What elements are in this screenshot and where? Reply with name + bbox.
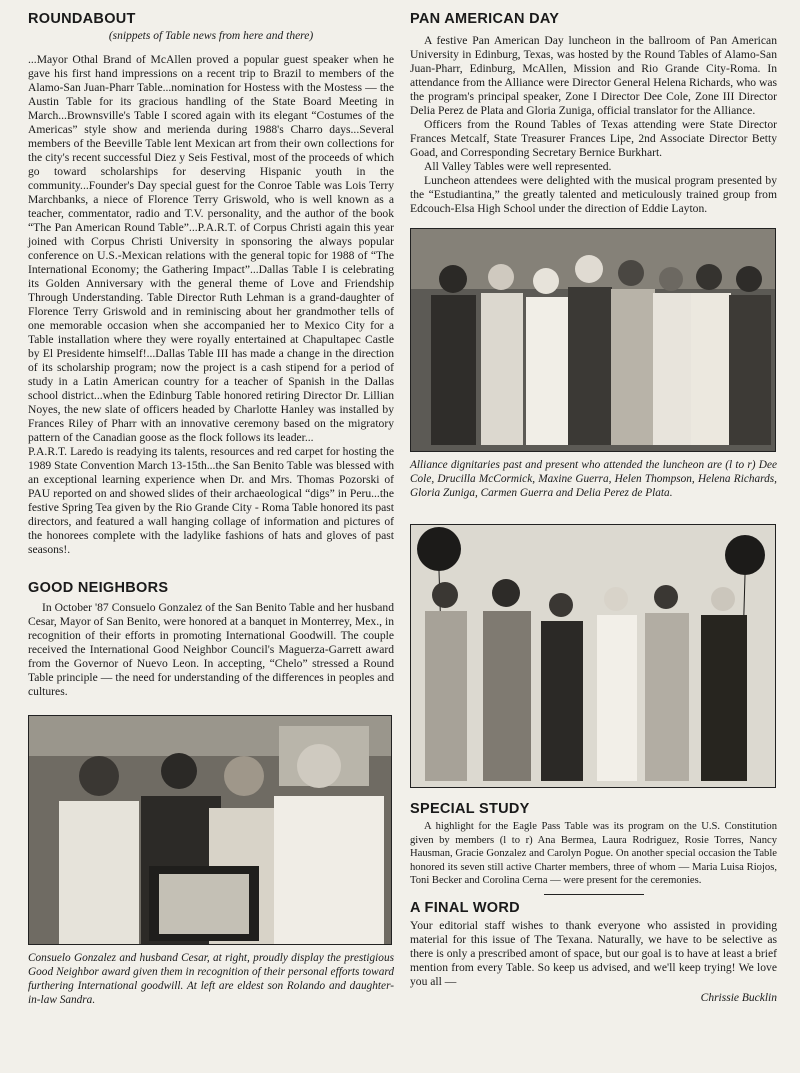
pan-american-paragraph-2: Officers from the Round Tables of Texas attending were State Director Frances Metcalf, State Treasurer Frances Lipe, 2nd Associate Director Betty Goad, and Corresponding Secretary Bernice Burkhart.: [410, 118, 777, 159]
final-word-heading: A FINAL WORD: [410, 899, 520, 916]
roundabout-paragraph-2: P.A.R.T. Laredo is readying its talents, resources and red carpet for hosting the 1989 State Convention March 13-15th...the San Benito Table was blessed with an exceptional learning experience when Dr. and Mrs. Thomas Pozorski of PAU reported on and showed slides of their archaeological “digs” in Peru...the festive Spring Tea given by the Rio Grande City - Roma Table honored its past directors, and featured a wall hanging collage of information and pictures of the honorees complete with the ladylike fashions of hats and gloves of past seasons!.: [28, 445, 394, 556]
special-study-photo-illustration: [411, 525, 775, 787]
pan-american-caption: Alliance dignitaries past and present who attended the luncheon are (l to r) Dee Cole, Drucilla McCormick, Maxine Guerra, Helen Thompson, Helena Richards, Gloria Zuniga, Carmen Guerra and Delia Perez de Plata.: [410, 459, 777, 499]
roundabout-heading: ROUNDABOUT: [28, 11, 136, 27]
pan-american-paragraph-1: A festive Pan American Day luncheon in the ballroom of Pan American University in Edinburg, Texas, was hosted by the Round Tables of Alamo-San Juan-Pharr, Edinburg, McAllen, Mission and Rio Grande City-Roma. In attendance from the Alliance were Director General Helena Richards, who was the program's principal speaker, Zone I Director Dee Cole, Zone III Director Delia Perez de Plata and Gloria Zuniga, official translator for the Alliance.: [410, 34, 777, 117]
special-study-photo: [410, 524, 776, 788]
good-neighbors-caption: Consuelo Gonzalez and husband Cesar, at right, proudly display the prestigious Good Neighbor award given them in recognition of their personal efforts toward furthering International goodwill. At left are eldest son Rolando and daughter-in-law Sandra.: [28, 952, 394, 1006]
luncheon-dignitaries-photo: [410, 228, 776, 452]
dignitaries-photo-illustration: [411, 229, 775, 451]
special-study-heading: SPECIAL STUDY: [410, 801, 530, 817]
good-neighbors-paragraph: In October '87 Consuelo Gonzalez of the San Benito Table and her husband Cesar, Mayor of San Benito, were honored at a banquet in Monterrey, Mex., in recognition of their efforts in promoting International Goodwill. The couple received the International Good Neighbor Council's Maguerza-Garrett award from the Governor of Nuevo Leon. In accepting, “Chelo” stressed a Round Table principle — the need for understanding of the differences in peoples and cultures.: [28, 601, 394, 698]
good-neighbors-heading: GOOD NEIGHBORS: [28, 580, 169, 596]
award-photo-illustration: [29, 716, 391, 944]
right-column: [410, 10, 777, 1005]
good-neighbor-award-photo: [28, 715, 392, 945]
special-study-paragraph: A highlight for the Eagle Pass Table was its program on the U.S. Constitution given by members (l to r) Ana Bermea, Laura Rodriguez, Rosie Torres, Nancy Hausman, Gracie Gonzalez and Carolyn Pogue. On another special occasion the Table honored its seven still active Charter members, three of whom — Maria Luisa Riojos, Toni Becker and Corolina Cerna — were present for the ceremonies.: [410, 821, 777, 886]
left-column: [28, 10, 394, 1007]
roundabout-paragraph-1: ...Mayor Othal Brand of McAllen proved a popular guest speaker when he gave his first hand impressions on a recent trip to Brazil to members of the Alamo-San Juan-Pharr Table...nomination for Hostess with the Mostess — the Austin Table for its gracious handling of the State Board Meeting in March...Brownsville's Table I scored again with its elegant “Costumes of the Americas” style show and merienda during 1988's Charro days...Several members of the Beeville Table lent Mexican art from their own collections for the city's recent successful Diez y Seis Festival, most of the proceeds of which go toward scholarships for deserving Hispanic youth in the community...Founder's Day special guest for the Conroe Table was Lois Terry Marchbanks, a niece of Florence Terry Griswold, who is well known as a teacher, commentator, radio and T.V. personality, and the author of the book “The Pan American Round Table”...P.A.R.T. of Corpus Christi again this year joined with Corpus Christi University in sponsoring the always popular conference on U.S.-Mexican relations with the general topic for 1988 of “The International Economy; the Gathering Impact”...Dallas Table I is celebrating its Golden Anniversary with the general theme of Love and Friendship Through Understanding. Table Director Ruth Lehman is a grand-daughter of Florence Terry Griswold and in reminiscing about her grandmother tells of one memorable occasion when she accompanied her to Mexico City for a Table installation where they were royally entertained at Chapultapec Castle by El Presidente himself!...Dallas Table III has made a change in the direction of its scholarship program; now the project is a cash stipend for a period of study in a Latin American country for a teacher of Spanish in the Dallas school district...when the Edinburg Table honored retiring Director Dr. Lillian Noyes, the new slate of officers headed by Charlotte Hanley was installed by Frances Riley of Pharr with an innovative ceremony based on the migratory pattern of the Canadian goose as the flock follows its leader...: [28, 53, 394, 444]
pan-american-day-heading: PAN AMERICAN DAY: [410, 11, 560, 27]
pan-american-paragraph-3: All Valley Tables were well represented.: [424, 160, 612, 173]
section-divider: [544, 894, 644, 895]
final-word-paragraph: Your editorial staff wishes to thank everyone who assisted in providing material for this issue of The Texana. Naturally, we have to be selective as there is only a prescribed amont of space, but our goal is to have at least a brief mention from every Table. So keep us advised, and we'll keep trying! We love you all —: [410, 918, 778, 988]
signature: Chrissie Bucklin: [700, 991, 777, 1004]
pan-american-paragraph-4: Luncheon attendees were delighted with the musical program presented by the “Estudiantina,” the greatly talented and meticulously trained group from Edcouch-Elsa High School under the direction of Eddie Layton.: [410, 174, 777, 215]
roundabout-subtitle: (snippets of Table news from here and there): [108, 30, 314, 42]
